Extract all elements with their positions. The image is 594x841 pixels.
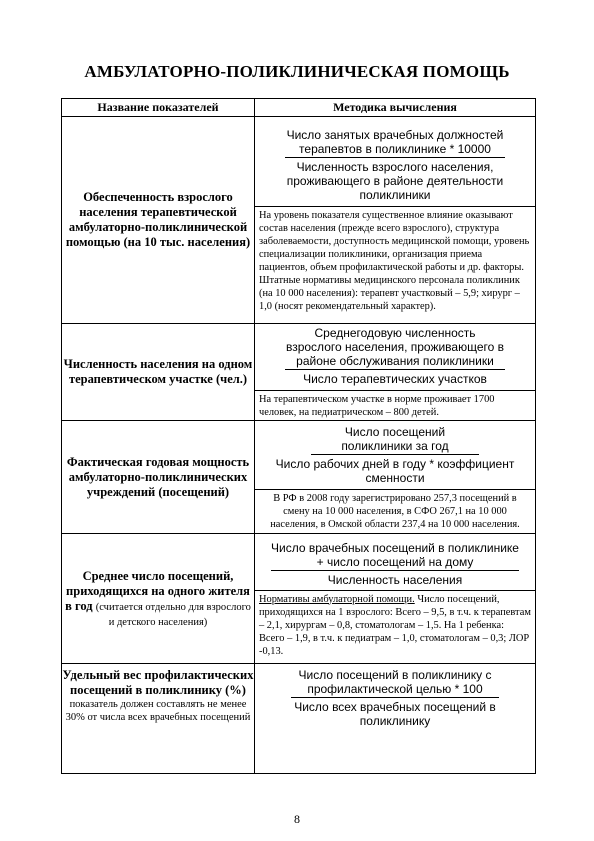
table-row: [62, 117, 536, 324]
indicator-name: [62, 117, 255, 324]
indicator-name-note: показатель должен составлять не менее 30% от числа всех врачебных посещений: [65, 699, 251, 723]
column-header-method: Методика вычисления: [255, 99, 536, 117]
formula-numerator: Среднегодовую численность взрослого населения, проживающего в районе обслуживания поликлиники: [285, 326, 505, 368]
formula-denominator: Численность населения: [327, 572, 463, 587]
table-row: [62, 664, 536, 774]
indicator-name: [62, 324, 255, 421]
indicator-name-text: Удельный вес профилактических посещений в поликлинику (%): [62, 668, 254, 697]
formula-denominator: Число терапевтических участков: [303, 372, 487, 386]
indicator-name-text: Среднее число посещений, приходящихся на одного жителя в год: [65, 568, 250, 613]
indicators-table: [61, 98, 536, 774]
indicator-name-text: Фактическая годовая мощность амбулаторно-поликлинических учреждений (посещений): [66, 454, 250, 499]
formula-numerator: Число посещений в поликлинику с профилактической целью * 100: [291, 668, 499, 698]
indicator-method: [255, 117, 536, 324]
formula-denominator: Число всех врачебных посещений в поликлинику: [294, 700, 496, 728]
table-row: [62, 421, 536, 534]
page-number: 8: [294, 812, 300, 826]
formula-denominator: Численность взрослого населения, проживающего в районе деятельности поликлиники: [286, 160, 504, 202]
table-row: [62, 324, 536, 421]
indicator-method: [255, 534, 536, 664]
indicator-method: [255, 664, 536, 774]
indicator-note: [255, 590, 535, 659]
formula-numerator: Число посещений поликлиники за год: [311, 425, 479, 455]
formula-denominator: Число рабочих дней в году * коэффициент сменности: [275, 456, 515, 485]
formula-numerator: Число врачебных посещений в поликлинике + число посещений на дому: [271, 540, 519, 569]
indicator-method: [255, 324, 536, 421]
indicator-note: На уровень показателя существенное влияние оказывают состав населения (прежде всего взрослого), структура заболеваемости, доступность медицинской помощи, уровень специализации поликлиники, организация приема пациентов, объем профилактической работы и др. факторы. Штатные нормативы медицинского персонала поликлиник (на 10 000 населения): терапевт участковый – 5,9; хирург – 1,0 (носят рекомендательный характер).: [255, 206, 535, 314]
indicator-name-note: (считается отдельно для взрослого и детского населения): [95, 601, 251, 628]
indicator-name-text: Обеспеченность взрослого населения терапевтической амбулаторно-поликлинической помощью (на 10 тыс. населения): [65, 190, 251, 249]
indicator-name: [62, 664, 255, 774]
page-title: АМБУЛАТОРНО-ПОЛИКЛИНИЧЕСКАЯ ПОМОЩЬ: [84, 62, 510, 81]
indicator-name-text: Численность населения на одном терапевтическом участке (чел.): [63, 357, 253, 386]
indicator-note: На терапевтическом участке в норме проживает 1700 человек, на педиатрическом – 800 детей.: [255, 390, 535, 420]
indicator-method: [255, 421, 536, 534]
table-header-row: [62, 99, 536, 117]
column-header-name: Название показателей: [62, 99, 255, 117]
indicator-note: В РФ в 2008 году зарегистрировано 257,3 посещений в смену на 10 000 населения, в СФО 267,1 на 10 000 населения, в Омской области 237,4 на 10 000 населения.: [255, 489, 535, 532]
indicator-name: [62, 534, 255, 664]
formula-numerator: Число занятых врачебных должностей терапевтов в поликлинике * 10000: [286, 128, 504, 156]
note-text: Число посещений, приходящихся на 1 взрослого: Всего – 9,5, в т.ч. к терапевтам – 2,1, хирургам – 0,8, стоматологам – 1,5. На 1 ребенка: Всего – 1,9, в т.ч. к педиатрам – 1,0, стоматологам – 0,3; ЛОР -0,13.: [259, 593, 531, 657]
note-heading: Нормативы амбулаторной помощи.: [259, 593, 415, 605]
table-row: [62, 534, 536, 664]
indicator-name: [62, 421, 255, 534]
